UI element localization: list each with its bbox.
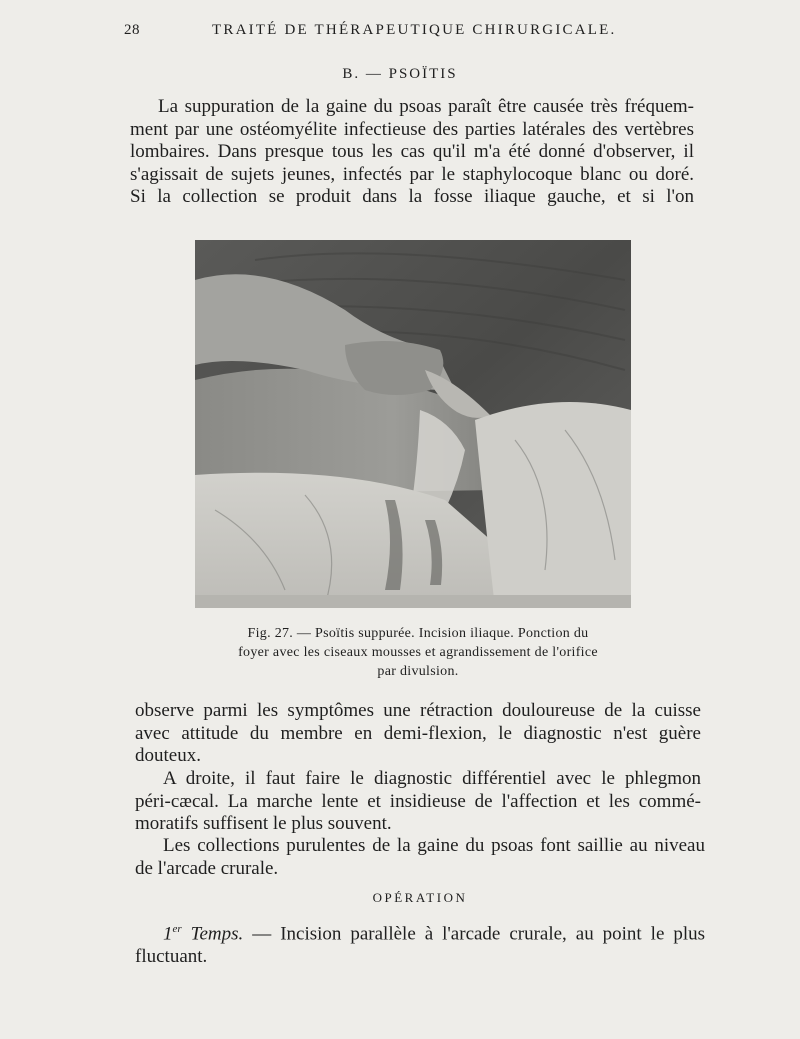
page-header <box>124 22 714 46</box>
step-suffix: er <box>172 923 182 935</box>
surgical-photo-illustration <box>195 240 631 608</box>
text-line: douteux. <box>135 745 201 766</box>
text-line: Si la collection se produit dans la fosse iliaque gauche, et si l'on <box>130 186 694 207</box>
caption-line: par divulsion. <box>377 664 459 679</box>
text-line: fluctuant. <box>135 945 208 967</box>
step-label: Temps. <box>190 923 244 945</box>
text-line: de l'arcade crurale. <box>135 857 279 879</box>
figure-caption <box>200 624 636 681</box>
paragraph-collections <box>135 835 705 880</box>
text-line: péri-cæcal. La marche lente et insidieuse de l'affection et les commé- <box>135 790 701 812</box>
step-number: 1 <box>163 923 173 945</box>
text-line: La suppuration de la gaine du psoas paraît être causée très fréquem- <box>158 96 694 117</box>
text-line: avec attitude du membre en demi-flexion, le diagnostic n'est guère <box>135 722 701 744</box>
text-line: observe parmi les symptômes une rétraction douloureuse de la cuisse <box>135 700 701 721</box>
caption-line: Fig. 27. — Psoïtis suppurée. Incision iliaque. Ponction du <box>247 626 589 641</box>
text-line: moratifs suffisent le plus souvent. <box>135 813 392 834</box>
text-line: A droite, il faut faire le diagnostic différentiel avec le phlegmon <box>163 768 701 789</box>
text-line <box>135 918 705 946</box>
step-text: — Incision parallèle à l'arcade crurale, au point le plus <box>252 923 706 945</box>
paragraph-intro <box>130 96 694 209</box>
operation-heading: OPÉRATION <box>372 890 468 905</box>
text-line: Les collections purulentes de la gaine du psoas font saillie au niveau <box>163 835 705 856</box>
text-line: s'agissait de sujets jeunes, infectés par le staphylocoque blanc ou doré. <box>130 163 694 185</box>
page-number: 28 <box>124 22 140 38</box>
text-line: ment par une ostéomyélite infectieuse des parties latérales des vertèbres <box>130 118 694 140</box>
running-title: TRAITÉ DE THÉRAPEUTIQUE CHIRURGICALE. <box>212 22 617 38</box>
paragraph-symptoms <box>135 700 701 768</box>
caption-line: foyer avec les ciseaux mousses et agrandissement de l'orifice <box>238 645 598 660</box>
paragraph-differential <box>135 768 701 836</box>
figure-photograph <box>195 240 631 608</box>
paragraph-step-one <box>135 918 705 968</box>
text-line: lombaires. Dans presque tous les cas qu'il m'a été donné d'observer, il <box>130 141 694 162</box>
section-heading: B. — PSOÏTIS <box>342 66 458 82</box>
